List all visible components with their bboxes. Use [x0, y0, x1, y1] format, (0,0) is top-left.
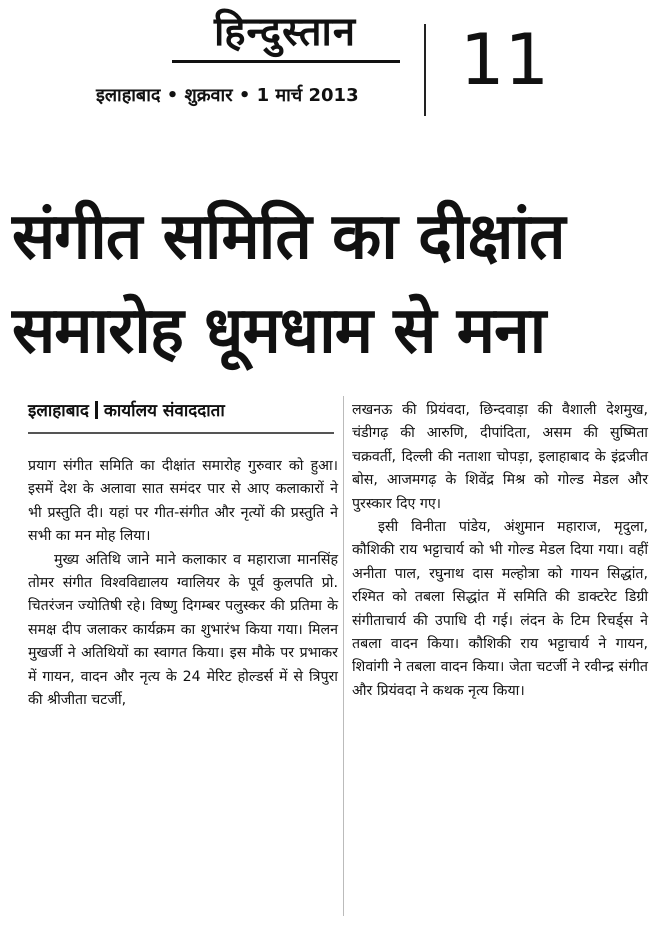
masthead-underline — [172, 60, 400, 63]
article-paragraph-1: प्रयाग संगीत समिति का दीक्षांत समारोह गुरुवार को हुआ। इसमें देश के अलावा सात समंदर पार से आए कलाकारों ने भी प्रस्तुति दी। यहां पर गीत-संगीत और नृत्यों की प्रस्तुति ने सभी का मन मोह लिया। — [28, 458, 338, 545]
byline-place: इलाहाबाद — [28, 401, 89, 421]
article-column-right — [352, 399, 648, 703]
article-paragraph-2: मुख्य अतिथि जाने माने कलाकार व महाराजा मानसिंह तोमर संगीत विश्वविद्यालय ग्वालियर के पूर्व कुलपति प्रो. चितरंजन ज्योतिषी रहे। विष्णु दिगम्बर पलुस्कर की प्रतिमा के समक्ष दीप जलाकर कार्यक्रम का शुभारंभ किया गया। मिलन मुखर्जी ने अतिथियों का स्वागत किया। इस मौके पर प्रभाकर में गायन, वादन और नृत्य के 24 मेरिट होल्डर्स में से त्रिपुरा की श्रीजीता चटर्जी, — [28, 551, 338, 709]
article-headline — [12, 190, 652, 378]
column-divider — [343, 396, 344, 916]
masthead-divider — [424, 24, 426, 116]
page-number: 11 — [460, 19, 550, 101]
article-byline — [28, 398, 338, 424]
headline-line-1: संगीत समिति का दीक्षांत — [12, 200, 565, 274]
masthead-dateline: इलाहाबाद • शुक्रवार • 1 मार्च 2013 — [96, 85, 359, 106]
byline-author: कार्यालय संवाददाता — [103, 401, 225, 421]
article-column-left — [28, 455, 338, 712]
article-paragraph-4: इसी विनीता पांडेय, अंशुमान महाराज, मृदुला, कौशिकी राय भट्टाचार्य को भी गोल्ड मेडल दिया गया। वहीं अनीता पाल, रघुनाथ दास मल्होत्रा को गायन सिद्धांत, रश्मित को तबला सिद्धांत में समिति की डाक्टरेट डिग्री संगीताचार्य की उपाधि दी गई। लंदन के टिम रिचर्ड्स ने तबला वादन किया। कौशिकी राय भट्टाचार्य ने गायन, शिवांगी ने तबला वादन किया। जेता चटर्जी ने रवीन्द्र संगीत और प्रियंवदा ने कथक नृत्य किया। — [352, 519, 648, 699]
byline-rule — [28, 432, 334, 434]
newspaper-name: हिन्दुस्तान — [213, 9, 357, 55]
headline-line-2: समारोह धूमधाम से मना — [12, 294, 546, 368]
byline-separator — [95, 401, 98, 419]
article-paragraph-3: लखनऊ की प्रियंवदा, छिन्दवाड़ा की वैशाली देशमुख, चंडीगढ़ की आरुणि, दीपांदिता, असम की सुष्मिता चक्रवर्ती, दिल्ली की नताशा चोपड़ा, इलाहाबाद के इंद्रजीत बोस, आजमगढ़ के शिवेंद्र मिश्र को गोल्ड मेडल और पुरस्कार दिए गए। — [352, 402, 648, 512]
